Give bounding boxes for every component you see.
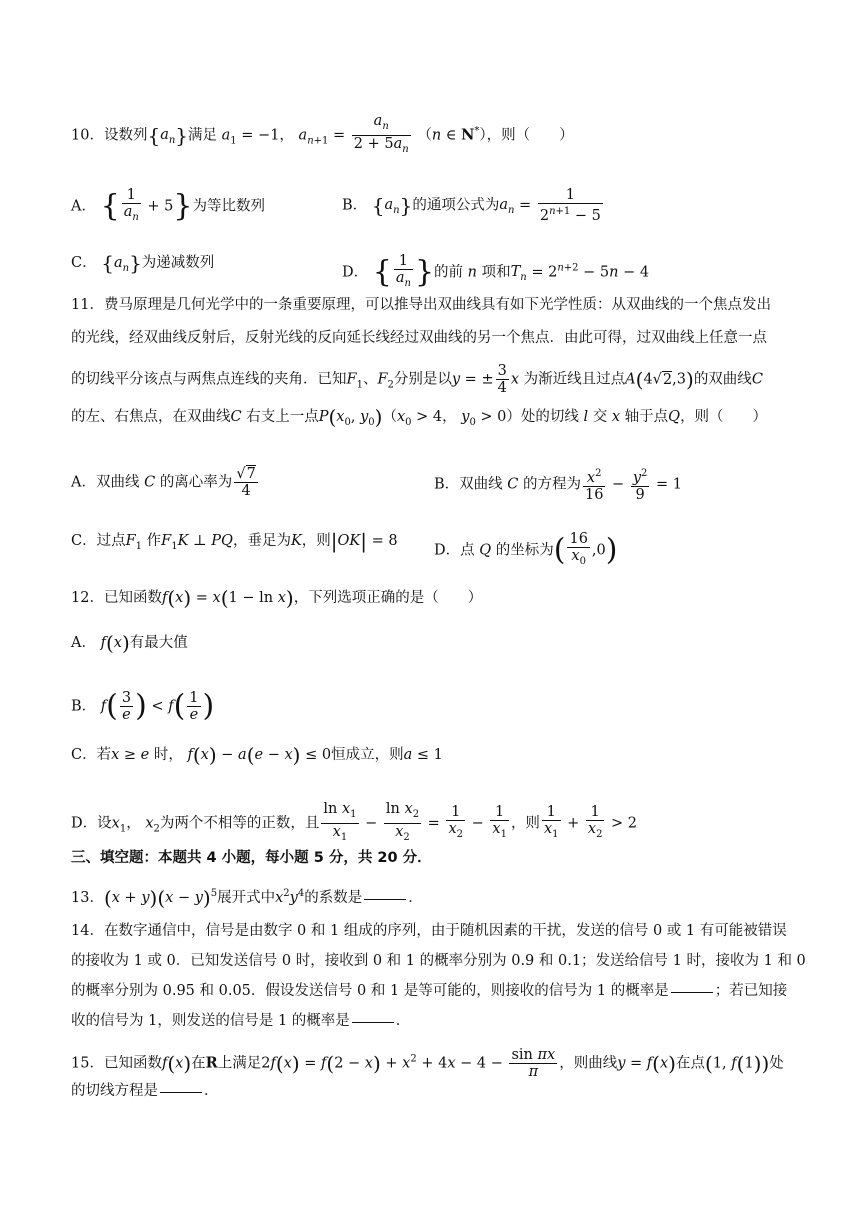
q15-line-1: 15．已知函数f(x)在R上满足$2f(x) = f(2 - x) + x^2 + 4x - 4$ − $\frac{\text{sin πx}}{\pi}$ ，则曲线y = f(x)在点(1, f(1))处: [71, 1047, 784, 1080]
q10-option-a: A． { $\frac{1}{a_n}$ + 5}为等比数列: [71, 187, 265, 224]
q14-answer-blank-2[interactable]: [352, 1022, 394, 1023]
q11-option-c: C．过点$F_1$ 作$F_1K$ ⊥ PQ，垂足为K，则|OK| = 8: [71, 529, 398, 553]
q11-line-1: 11．费马原理是几何光学中的一条重要原理，可以推导出双曲线具有如下光学性质：从双曲线的一个焦点发出: [71, 297, 771, 313]
q12-option-a: A． f(x)有最大值: [71, 631, 188, 655]
q14-line-3: 的概率分别为 0.95 和 0.05．假设发送信号 0 和 1 是等可能的，则接收的信号为 1 的概率是 ；若已知接: [71, 983, 788, 999]
q15-answer-blank[interactable]: [160, 1092, 202, 1093]
q15-line-2: 的切线方程是 ．: [71, 1083, 219, 1099]
q12-option-d: D．设$x_1$， $x_2$为两个不相等的正数，且 $\frac{\ln x_1}{x_1}$ − $\frac{\ln x_2}{x_2}$ = $\frac{1}{x_2}$ − $\frac{1}{x_1}$ ，则 $\frac{1}{x_1}$ + $\frac{1}{x_2}$ > 2: [71, 801, 638, 843]
section-3-heading: 三、填空题：本题共 4 小题，每小题 5 分，共 20 分．: [71, 850, 432, 866]
q12-option-b: B． f( $\frac{3}{e}$ ) < f( $\frac{1}{e}$ ): [71, 688, 215, 724]
q11-line-4: 的左、右焦点，在双曲线C 右支上一点$P(x_0$, $y_0)(x_0 > 4$， $y_0 > 0$）处的切线 l 交 x 轴于点Q，则（ ）: [71, 405, 768, 429]
q14-line-1: 14．在数字通信中，信号是由数字 0 和 1 组成的序列，由于随机因素的干扰，发送的信号 0 或 1 有可能被错误: [71, 923, 787, 939]
q11-option-a: A．双曲线 C 的离心率为 $\frac{√7}{4}$: [71, 466, 256, 499]
q14-answer-blank-1[interactable]: [671, 992, 713, 993]
q14-line-2: 的接收为 1 或 0．已知发送信号 0 时，接收到 0 和 1 的概率分别为 0.9 和 0.1；发送给信号 1 时，接收为 1 和 0: [71, 953, 806, 969]
q10-option-d: D． { $\frac{1}{a_n}$ }的前 n 项和$T_n = 2^{n+2} - 5n - 4$: [342, 253, 650, 290]
q14-line-4: 收的信号为 1，则发送的信号是 1 的概率是 ．: [71, 1013, 411, 1029]
q11-line-3: 的切线平分该点与两焦点连线的夹角．已知$F_1$、$F_2$分别是以y = ± $\frac{3}{4}$ x 为渐近线且过点A(4√2,3)的双曲线C: [71, 363, 763, 396]
q11-line-2: 的光线，经双曲线反射后，反射光线的反向延长线经过双曲线的另一个焦点．由此可得，过双曲线上任意一点: [71, 330, 767, 346]
q10-stem: 10．设数列$\{a_n\}$满足 $a_1 = -1$， $a_{n+1}$ = $\frac{a_n}{2 + 5a_n}$ （n ∈ N*），则（ ）: [71, 113, 574, 155]
q11-option-b: B．双曲线 C 的方程为 $\frac{x^2}{16}$ − $\frac{y^2}{9}$ = 1: [434, 468, 682, 503]
q10-option-b: B． $\{a_n\}$的通项公式为$a_n$ = $\frac{1}{2^{n+1} - 5}$: [342, 187, 601, 224]
q13: 13．$(x + y)(x - y)^5$展开式中$x^2y^4$的系数是 ．: [71, 885, 423, 910]
q10-option-c: C． $\{a_n\}$为递减数列: [71, 251, 215, 275]
q12-stem: 12．已知函数f(x) = x(1 − ln x)，下列选项正确的是（ ）: [71, 586, 483, 610]
q13-answer-blank[interactable]: [364, 899, 406, 900]
q11-option-d: D．点 Q 的坐标为( $\frac{16}{x_0}$ ,0): [434, 531, 618, 568]
q12-option-c: C．若x ≥ e 时， f(x) − a(e − x) ≤ 0恒成立，则a ≤ 1: [71, 743, 443, 767]
